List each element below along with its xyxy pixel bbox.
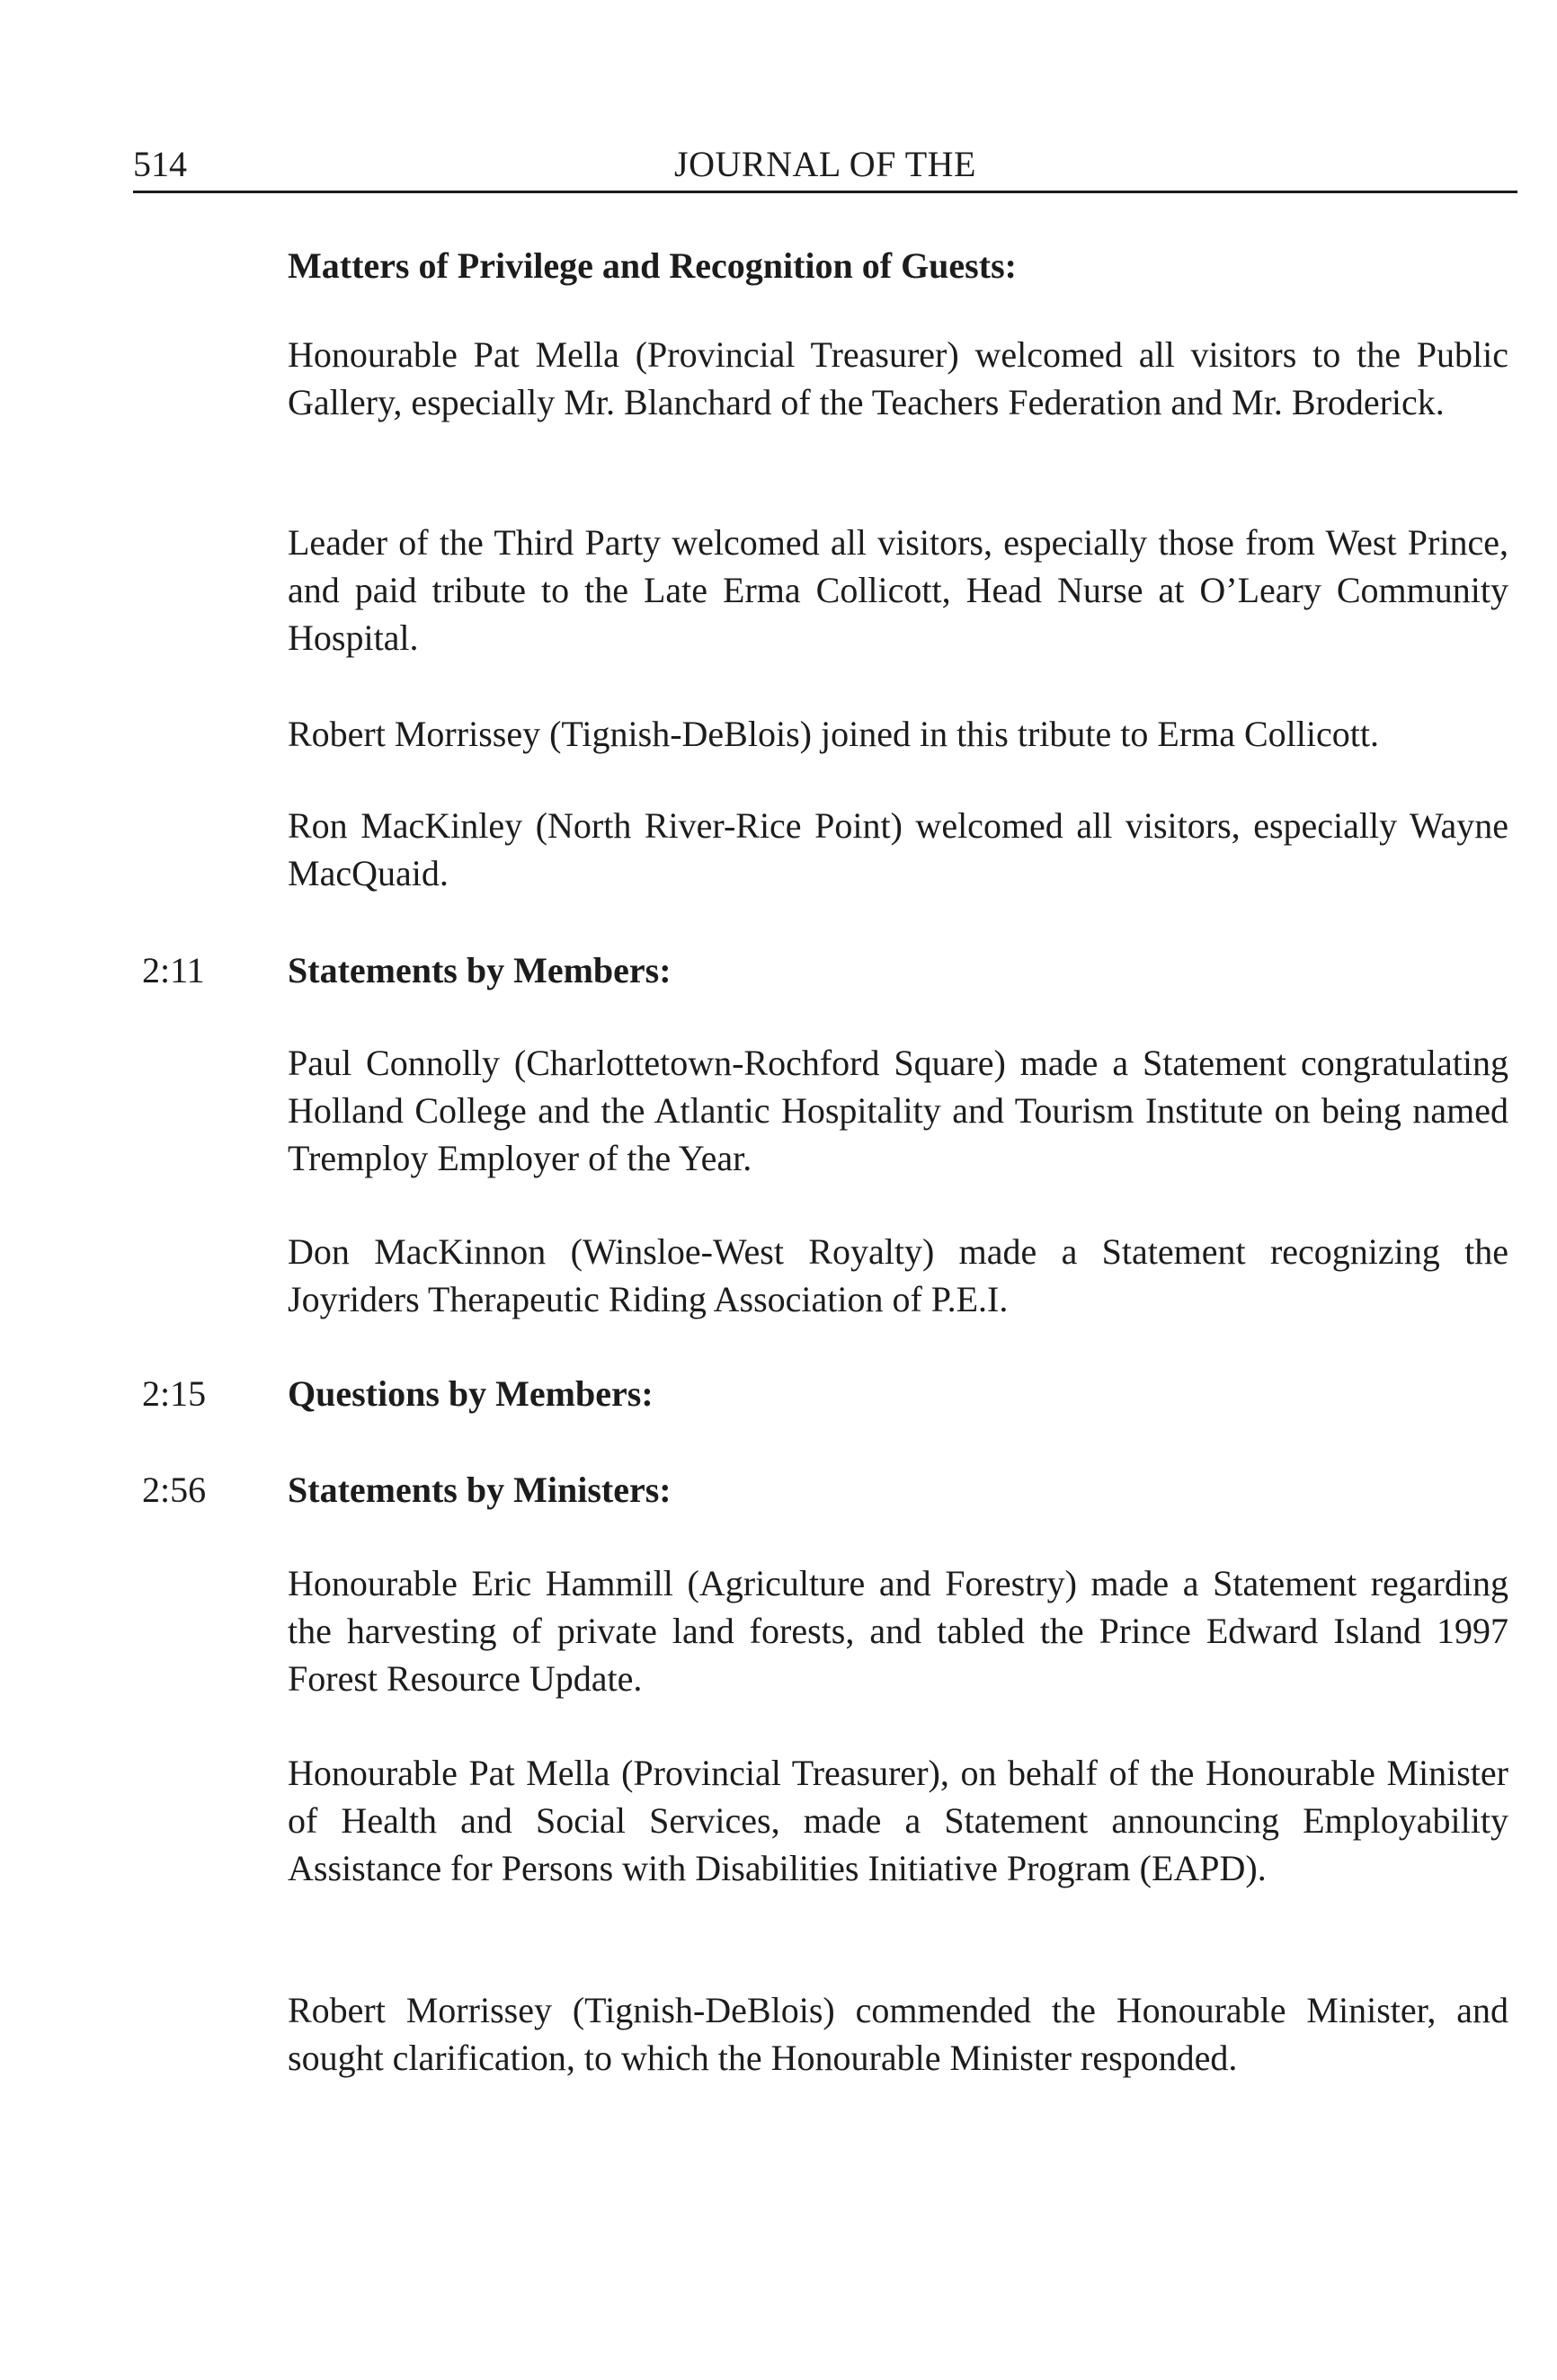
paragraph: Leader of the Third Party welcomed all visitors, especially those from West Prince, and paid tribute to the Late Erma Collicott, Head Nurse at O’Leary Community Hospital. <box>288 522 1508 658</box>
paragraph: Honourable Pat Mella (Provincial Treasurer), on behalf of the Honourable Minister of Health and Social Services, made a Statement announcing Employability Assistance for Persons with Disabilities Initiative Program (EAPD). <box>288 1753 1508 1888</box>
section-heading: Statements by Members: <box>288 950 672 990</box>
paragraph: Honourable Eric Hammill (Agriculture and Forestry) made a Statement regarding the harvesting of private land forests, and tabled the Prince Edward Island 1997 Forest Resource Update. <box>288 1563 1508 1699</box>
paragraph: Honourable Pat Mella (Provincial Treasurer) welcomed all visitors to the Public Gallery, especially Mr. Blanchard of the Teachers Federation and Mr. Broderick. <box>288 334 1508 422</box>
section-time: 2:11 <box>142 950 205 990</box>
paragraph: Robert Morrissey (Tignish-DeBlois) commended the Honourable Minister, and sought clarification, to which the Honourable Minister responded. <box>288 1990 1508 2078</box>
section-heading: Matters of Privilege and Recognition of Guests: <box>288 245 1017 286</box>
section-time: 2:56 <box>142 1470 207 1510</box>
page-number: 514 <box>133 144 187 184</box>
paragraph: Robert Morrissey (Tignish-DeBlois) joined in this tribute to Erma Collicott. <box>288 714 1380 754</box>
paragraph: Don MacKinnon (Winsloe-West Royalty) made a Statement recognizing the Joyriders Therapeutic Riding Association of P.E.I. <box>288 1231 1508 1319</box>
section-heading: Statements by Ministers: <box>288 1470 672 1510</box>
page-header <box>133 142 1517 187</box>
paragraph: Ron MacKinley (North River-Rice Point) welcomed all visitors, especially Wayne MacQuaid. <box>288 805 1508 893</box>
header-rule <box>133 191 1517 193</box>
running-title: JOURNAL OF THE <box>674 144 976 184</box>
paragraph: Paul Connolly (Charlottetown-Rochford Square) made a Statement congratulating Holland College and the Atlantic Hospitality and Tourism Institute on being named Tremploy Employer of the Year. <box>288 1043 1508 1178</box>
section-time: 2:15 <box>142 1373 207 1414</box>
section-heading: Questions by Members: <box>288 1373 654 1414</box>
